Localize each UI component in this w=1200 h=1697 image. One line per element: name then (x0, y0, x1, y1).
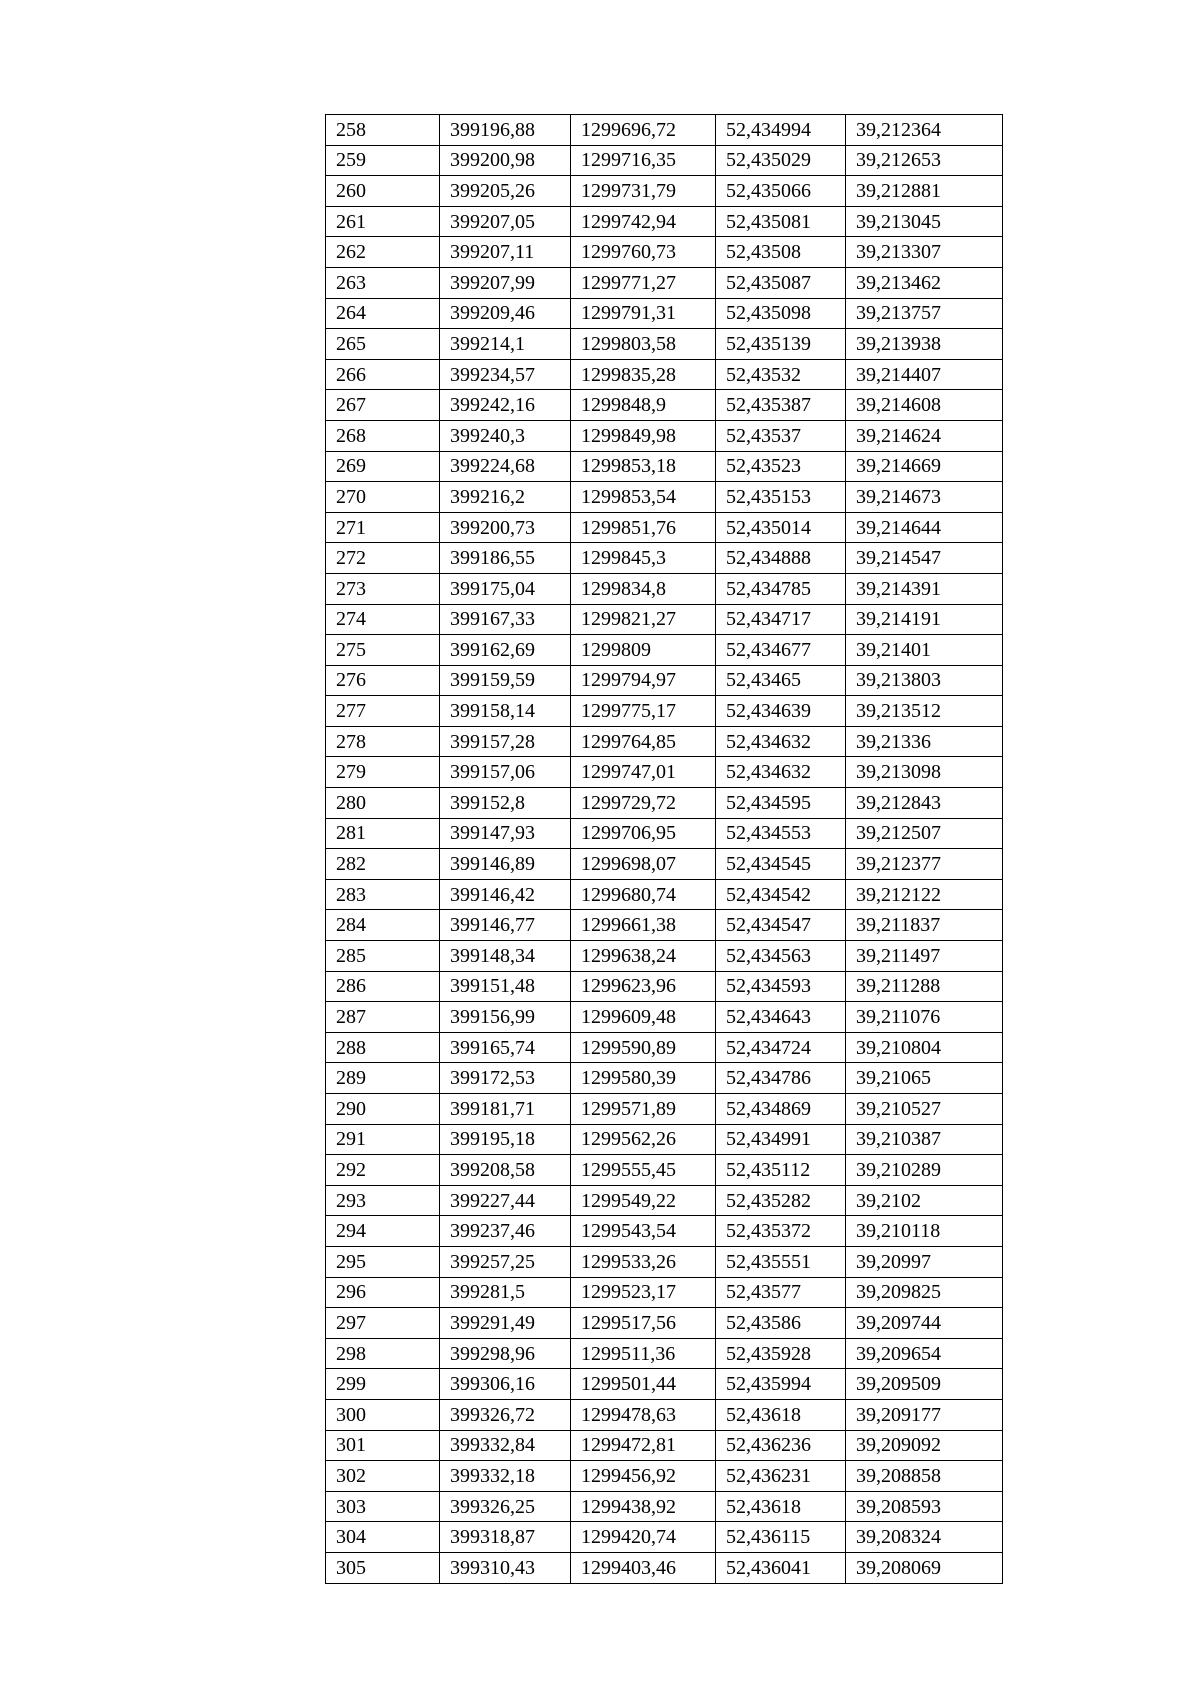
table-row (326, 390, 1003, 421)
latitude-cell: 52,434553 (716, 818, 846, 849)
point-number-cell: 282 (326, 849, 440, 880)
latitude-cell: 52,43508 (716, 237, 846, 268)
y-coordinate-cell: 1299742,94 (571, 206, 716, 237)
y-coordinate-cell: 1299609,48 (571, 1002, 716, 1033)
x-coordinate-cell: 399237,46 (440, 1216, 571, 1247)
point-number-cell: 295 (326, 1246, 440, 1277)
table-row (326, 696, 1003, 727)
x-coordinate-cell: 399326,25 (440, 1491, 571, 1522)
latitude-cell: 52,43618 (716, 1491, 846, 1522)
point-number-cell: 298 (326, 1338, 440, 1369)
latitude-cell: 52,434632 (716, 757, 846, 788)
longitude-cell: 39,214407 (846, 359, 1003, 390)
point-number-cell: 268 (326, 420, 440, 451)
point-number-cell: 273 (326, 573, 440, 604)
point-number-cell: 305 (326, 1552, 440, 1583)
latitude-cell: 52,435014 (716, 512, 846, 543)
y-coordinate-cell: 1299731,79 (571, 176, 716, 207)
latitude-cell: 52,43577 (716, 1277, 846, 1308)
longitude-cell: 39,211288 (846, 971, 1003, 1002)
latitude-cell: 52,435081 (716, 206, 846, 237)
longitude-cell: 39,214608 (846, 390, 1003, 421)
x-coordinate-cell: 399326,72 (440, 1399, 571, 1430)
point-number-cell: 259 (326, 145, 440, 176)
table-row (326, 1246, 1003, 1277)
y-coordinate-cell: 1299853,18 (571, 451, 716, 482)
y-coordinate-cell: 1299580,39 (571, 1063, 716, 1094)
x-coordinate-cell: 399147,93 (440, 818, 571, 849)
latitude-cell: 52,435551 (716, 1246, 846, 1277)
y-coordinate-cell: 1299716,35 (571, 145, 716, 176)
table-row (326, 1369, 1003, 1400)
point-number-cell: 292 (326, 1155, 440, 1186)
x-coordinate-cell: 399291,49 (440, 1308, 571, 1339)
y-coordinate-cell: 1299835,28 (571, 359, 716, 390)
point-number-cell: 270 (326, 482, 440, 513)
latitude-cell: 52,435112 (716, 1155, 846, 1186)
point-number-cell: 264 (326, 298, 440, 329)
point-number-cell: 284 (326, 910, 440, 941)
point-number-cell: 269 (326, 451, 440, 482)
x-coordinate-cell: 399156,99 (440, 1002, 571, 1033)
point-number-cell: 258 (326, 115, 440, 146)
table-row (326, 298, 1003, 329)
latitude-cell: 52,434643 (716, 1002, 846, 1033)
x-coordinate-cell: 399146,42 (440, 879, 571, 910)
y-coordinate-cell: 1299472,81 (571, 1430, 716, 1461)
table-row (326, 115, 1003, 146)
x-coordinate-cell: 399207,11 (440, 237, 571, 268)
y-coordinate-cell: 1299543,54 (571, 1216, 716, 1247)
table-row (326, 788, 1003, 819)
x-coordinate-cell: 399200,73 (440, 512, 571, 543)
point-number-cell: 281 (326, 818, 440, 849)
table-row (326, 1338, 1003, 1369)
y-coordinate-cell: 1299698,07 (571, 849, 716, 880)
longitude-cell: 39,214673 (846, 482, 1003, 513)
longitude-cell: 39,209744 (846, 1308, 1003, 1339)
latitude-cell: 52,435139 (716, 329, 846, 360)
table-row (326, 573, 1003, 604)
longitude-cell: 39,212377 (846, 849, 1003, 880)
longitude-cell: 39,211076 (846, 1002, 1003, 1033)
x-coordinate-cell: 399158,14 (440, 696, 571, 727)
latitude-cell: 52,434542 (716, 879, 846, 910)
y-coordinate-cell: 1299834,8 (571, 573, 716, 604)
x-coordinate-cell: 399207,05 (440, 206, 571, 237)
y-coordinate-cell: 1299661,38 (571, 910, 716, 941)
longitude-cell: 39,209509 (846, 1369, 1003, 1400)
latitude-cell: 52,435372 (716, 1216, 846, 1247)
latitude-cell: 52,436236 (716, 1430, 846, 1461)
point-number-cell: 260 (326, 176, 440, 207)
table-row (326, 1399, 1003, 1430)
longitude-cell: 39,209092 (846, 1430, 1003, 1461)
point-number-cell: 271 (326, 512, 440, 543)
point-number-cell: 280 (326, 788, 440, 819)
longitude-cell: 39,213462 (846, 267, 1003, 298)
x-coordinate-cell: 399332,84 (440, 1430, 571, 1461)
longitude-cell: 39,208324 (846, 1522, 1003, 1553)
longitude-cell: 39,212507 (846, 818, 1003, 849)
table-row (326, 1552, 1003, 1583)
latitude-cell: 52,434724 (716, 1032, 846, 1063)
longitude-cell: 39,212843 (846, 788, 1003, 819)
latitude-cell: 52,435387 (716, 390, 846, 421)
table-row (326, 359, 1003, 390)
point-number-cell: 262 (326, 237, 440, 268)
point-number-cell: 288 (326, 1032, 440, 1063)
latitude-cell: 52,434593 (716, 971, 846, 1002)
point-number-cell: 304 (326, 1522, 440, 1553)
x-coordinate-cell: 399240,3 (440, 420, 571, 451)
y-coordinate-cell: 1299760,73 (571, 237, 716, 268)
x-coordinate-cell: 399214,1 (440, 329, 571, 360)
x-coordinate-cell: 399195,18 (440, 1124, 571, 1155)
x-coordinate-cell: 399151,48 (440, 971, 571, 1002)
y-coordinate-cell: 1299523,17 (571, 1277, 716, 1308)
latitude-cell: 52,434632 (716, 726, 846, 757)
x-coordinate-cell: 399205,26 (440, 176, 571, 207)
table-row (326, 910, 1003, 941)
longitude-cell: 39,212653 (846, 145, 1003, 176)
x-coordinate-cell: 399234,57 (440, 359, 571, 390)
point-number-cell: 277 (326, 696, 440, 727)
x-coordinate-cell: 399157,28 (440, 726, 571, 757)
latitude-cell: 52,43586 (716, 1308, 846, 1339)
y-coordinate-cell: 1299849,98 (571, 420, 716, 451)
y-coordinate-cell: 1299853,54 (571, 482, 716, 513)
latitude-cell: 52,435994 (716, 1369, 846, 1400)
latitude-cell: 52,434869 (716, 1094, 846, 1125)
table-row (326, 726, 1003, 757)
point-number-cell: 299 (326, 1369, 440, 1400)
latitude-cell: 52,43532 (716, 359, 846, 390)
x-coordinate-cell: 399148,34 (440, 941, 571, 972)
latitude-cell: 52,43537 (716, 420, 846, 451)
longitude-cell: 39,211837 (846, 910, 1003, 941)
longitude-cell: 39,213307 (846, 237, 1003, 268)
table-row (326, 1094, 1003, 1125)
latitude-cell: 52,434639 (716, 696, 846, 727)
y-coordinate-cell: 1299851,76 (571, 512, 716, 543)
point-number-cell: 286 (326, 971, 440, 1002)
x-coordinate-cell: 399196,88 (440, 115, 571, 146)
latitude-cell: 52,434677 (716, 635, 846, 666)
x-coordinate-cell: 399242,16 (440, 390, 571, 421)
point-number-cell: 261 (326, 206, 440, 237)
point-number-cell: 301 (326, 1430, 440, 1461)
table-row (326, 329, 1003, 360)
coordinates-table (325, 114, 1003, 1584)
x-coordinate-cell: 399310,43 (440, 1552, 571, 1583)
x-coordinate-cell: 399165,74 (440, 1032, 571, 1063)
latitude-cell: 52,434563 (716, 941, 846, 972)
y-coordinate-cell: 1299590,89 (571, 1032, 716, 1063)
longitude-cell: 39,214624 (846, 420, 1003, 451)
y-coordinate-cell: 1299771,27 (571, 267, 716, 298)
y-coordinate-cell: 1299696,72 (571, 115, 716, 146)
table-row (326, 1461, 1003, 1492)
latitude-cell: 52,436231 (716, 1461, 846, 1492)
x-coordinate-cell: 399162,69 (440, 635, 571, 666)
y-coordinate-cell: 1299533,26 (571, 1246, 716, 1277)
table-row (326, 1063, 1003, 1094)
latitude-cell: 52,434595 (716, 788, 846, 819)
y-coordinate-cell: 1299747,01 (571, 757, 716, 788)
table-row (326, 818, 1003, 849)
y-coordinate-cell: 1299403,46 (571, 1552, 716, 1583)
coordinates-table-body (326, 115, 1003, 1584)
longitude-cell: 39,212364 (846, 115, 1003, 146)
point-number-cell: 303 (326, 1491, 440, 1522)
latitude-cell: 52,435029 (716, 145, 846, 176)
point-number-cell: 267 (326, 390, 440, 421)
x-coordinate-cell: 399208,58 (440, 1155, 571, 1186)
latitude-cell: 52,43523 (716, 451, 846, 482)
y-coordinate-cell: 1299764,85 (571, 726, 716, 757)
x-coordinate-cell: 399306,16 (440, 1369, 571, 1400)
x-coordinate-cell: 399159,59 (440, 665, 571, 696)
x-coordinate-cell: 399257,25 (440, 1246, 571, 1277)
x-coordinate-cell: 399200,98 (440, 145, 571, 176)
latitude-cell: 52,434888 (716, 543, 846, 574)
y-coordinate-cell: 1299803,58 (571, 329, 716, 360)
y-coordinate-cell: 1299638,24 (571, 941, 716, 972)
x-coordinate-cell: 399227,44 (440, 1185, 571, 1216)
x-coordinate-cell: 399172,53 (440, 1063, 571, 1094)
x-coordinate-cell: 399332,18 (440, 1461, 571, 1492)
y-coordinate-cell: 1299555,45 (571, 1155, 716, 1186)
longitude-cell: 39,21401 (846, 635, 1003, 666)
y-coordinate-cell: 1299821,27 (571, 604, 716, 635)
table-row (326, 941, 1003, 972)
table-row (326, 1277, 1003, 1308)
table-row (326, 1308, 1003, 1339)
y-coordinate-cell: 1299571,89 (571, 1094, 716, 1125)
longitude-cell: 39,208069 (846, 1552, 1003, 1583)
point-number-cell: 272 (326, 543, 440, 574)
table-row (326, 512, 1003, 543)
latitude-cell: 52,434717 (716, 604, 846, 635)
table-row (326, 267, 1003, 298)
longitude-cell: 39,209654 (846, 1338, 1003, 1369)
y-coordinate-cell: 1299420,74 (571, 1522, 716, 1553)
y-coordinate-cell: 1299511,36 (571, 1338, 716, 1369)
longitude-cell: 39,21065 (846, 1063, 1003, 1094)
longitude-cell: 39,214644 (846, 512, 1003, 543)
longitude-cell: 39,211497 (846, 941, 1003, 972)
longitude-cell: 39,212881 (846, 176, 1003, 207)
point-number-cell: 279 (326, 757, 440, 788)
longitude-cell: 39,213803 (846, 665, 1003, 696)
y-coordinate-cell: 1299456,92 (571, 1461, 716, 1492)
table-row (326, 206, 1003, 237)
y-coordinate-cell: 1299549,22 (571, 1185, 716, 1216)
longitude-cell: 39,209177 (846, 1399, 1003, 1430)
y-coordinate-cell: 1299848,9 (571, 390, 716, 421)
latitude-cell: 52,435153 (716, 482, 846, 513)
point-number-cell: 290 (326, 1094, 440, 1125)
latitude-cell: 52,434786 (716, 1063, 846, 1094)
longitude-cell: 39,212122 (846, 879, 1003, 910)
latitude-cell: 52,434545 (716, 849, 846, 880)
longitude-cell: 39,208593 (846, 1491, 1003, 1522)
x-coordinate-cell: 399146,77 (440, 910, 571, 941)
latitude-cell: 52,435087 (716, 267, 846, 298)
x-coordinate-cell: 399152,8 (440, 788, 571, 819)
table-row (326, 1185, 1003, 1216)
y-coordinate-cell: 1299623,96 (571, 971, 716, 1002)
table-row (326, 1522, 1003, 1553)
latitude-cell: 52,434547 (716, 910, 846, 941)
x-coordinate-cell: 399175,04 (440, 573, 571, 604)
y-coordinate-cell: 1299791,31 (571, 298, 716, 329)
longitude-cell: 39,213045 (846, 206, 1003, 237)
table-row (326, 145, 1003, 176)
latitude-cell: 52,435928 (716, 1338, 846, 1369)
longitude-cell: 39,210118 (846, 1216, 1003, 1247)
longitude-cell: 39,213098 (846, 757, 1003, 788)
latitude-cell: 52,434785 (716, 573, 846, 604)
y-coordinate-cell: 1299794,97 (571, 665, 716, 696)
longitude-cell: 39,210387 (846, 1124, 1003, 1155)
point-number-cell: 294 (326, 1216, 440, 1247)
x-coordinate-cell: 399186,55 (440, 543, 571, 574)
point-number-cell: 297 (326, 1308, 440, 1339)
x-coordinate-cell: 399298,96 (440, 1338, 571, 1369)
longitude-cell: 39,214547 (846, 543, 1003, 574)
point-number-cell: 283 (326, 879, 440, 910)
table-row (326, 665, 1003, 696)
table-row (326, 1032, 1003, 1063)
latitude-cell: 52,434991 (716, 1124, 846, 1155)
longitude-cell: 39,209825 (846, 1277, 1003, 1308)
point-number-cell: 302 (326, 1461, 440, 1492)
point-number-cell: 300 (326, 1399, 440, 1430)
point-number-cell: 291 (326, 1124, 440, 1155)
table-row (326, 635, 1003, 666)
point-number-cell: 266 (326, 359, 440, 390)
longitude-cell: 39,208858 (846, 1461, 1003, 1492)
table-row (326, 1124, 1003, 1155)
latitude-cell: 52,43465 (716, 665, 846, 696)
y-coordinate-cell: 1299775,17 (571, 696, 716, 727)
longitude-cell: 39,213757 (846, 298, 1003, 329)
longitude-cell: 39,214391 (846, 573, 1003, 604)
longitude-cell: 39,210289 (846, 1155, 1003, 1186)
y-coordinate-cell: 1299438,92 (571, 1491, 716, 1522)
table-row (326, 879, 1003, 910)
x-coordinate-cell: 399209,46 (440, 298, 571, 329)
longitude-cell: 39,210527 (846, 1094, 1003, 1125)
point-number-cell: 289 (326, 1063, 440, 1094)
longitude-cell: 39,21336 (846, 726, 1003, 757)
y-coordinate-cell: 1299501,44 (571, 1369, 716, 1400)
latitude-cell: 52,436115 (716, 1522, 846, 1553)
longitude-cell: 39,2102 (846, 1185, 1003, 1216)
y-coordinate-cell: 1299845,3 (571, 543, 716, 574)
y-coordinate-cell: 1299478,63 (571, 1399, 716, 1430)
latitude-cell: 52,436041 (716, 1552, 846, 1583)
x-coordinate-cell: 399207,99 (440, 267, 571, 298)
table-row (326, 482, 1003, 513)
table-row (326, 176, 1003, 207)
table-row (326, 1155, 1003, 1186)
table-row (326, 420, 1003, 451)
point-number-cell: 296 (326, 1277, 440, 1308)
point-number-cell: 263 (326, 267, 440, 298)
point-number-cell: 278 (326, 726, 440, 757)
table-row (326, 451, 1003, 482)
table-row (326, 1002, 1003, 1033)
table-row (326, 1430, 1003, 1461)
point-number-cell: 265 (326, 329, 440, 360)
x-coordinate-cell: 399167,33 (440, 604, 571, 635)
table-row (326, 604, 1003, 635)
latitude-cell: 52,434994 (716, 115, 846, 146)
x-coordinate-cell: 399224,68 (440, 451, 571, 482)
table-row (326, 1491, 1003, 1522)
point-number-cell: 274 (326, 604, 440, 635)
longitude-cell: 39,213512 (846, 696, 1003, 727)
point-number-cell: 293 (326, 1185, 440, 1216)
y-coordinate-cell: 1299706,95 (571, 818, 716, 849)
table-row (326, 757, 1003, 788)
point-number-cell: 276 (326, 665, 440, 696)
y-coordinate-cell: 1299729,72 (571, 788, 716, 819)
point-number-cell: 287 (326, 1002, 440, 1033)
y-coordinate-cell: 1299680,74 (571, 879, 716, 910)
table-row (326, 543, 1003, 574)
latitude-cell: 52,43618 (716, 1399, 846, 1430)
x-coordinate-cell: 399181,71 (440, 1094, 571, 1125)
latitude-cell: 52,435066 (716, 176, 846, 207)
x-coordinate-cell: 399216,2 (440, 482, 571, 513)
longitude-cell: 39,214669 (846, 451, 1003, 482)
latitude-cell: 52,435098 (716, 298, 846, 329)
x-coordinate-cell: 399146,89 (440, 849, 571, 880)
y-coordinate-cell: 1299809 (571, 635, 716, 666)
point-number-cell: 285 (326, 941, 440, 972)
longitude-cell: 39,213938 (846, 329, 1003, 360)
longitude-cell: 39,20997 (846, 1246, 1003, 1277)
y-coordinate-cell: 1299517,56 (571, 1308, 716, 1339)
table-row (326, 849, 1003, 880)
longitude-cell: 39,210804 (846, 1032, 1003, 1063)
y-coordinate-cell: 1299562,26 (571, 1124, 716, 1155)
x-coordinate-cell: 399318,87 (440, 1522, 571, 1553)
table-row (326, 237, 1003, 268)
table-row (326, 1216, 1003, 1247)
point-number-cell: 275 (326, 635, 440, 666)
longitude-cell: 39,214191 (846, 604, 1003, 635)
latitude-cell: 52,435282 (716, 1185, 846, 1216)
x-coordinate-cell: 399157,06 (440, 757, 571, 788)
table-row (326, 971, 1003, 1002)
x-coordinate-cell: 399281,5 (440, 1277, 571, 1308)
